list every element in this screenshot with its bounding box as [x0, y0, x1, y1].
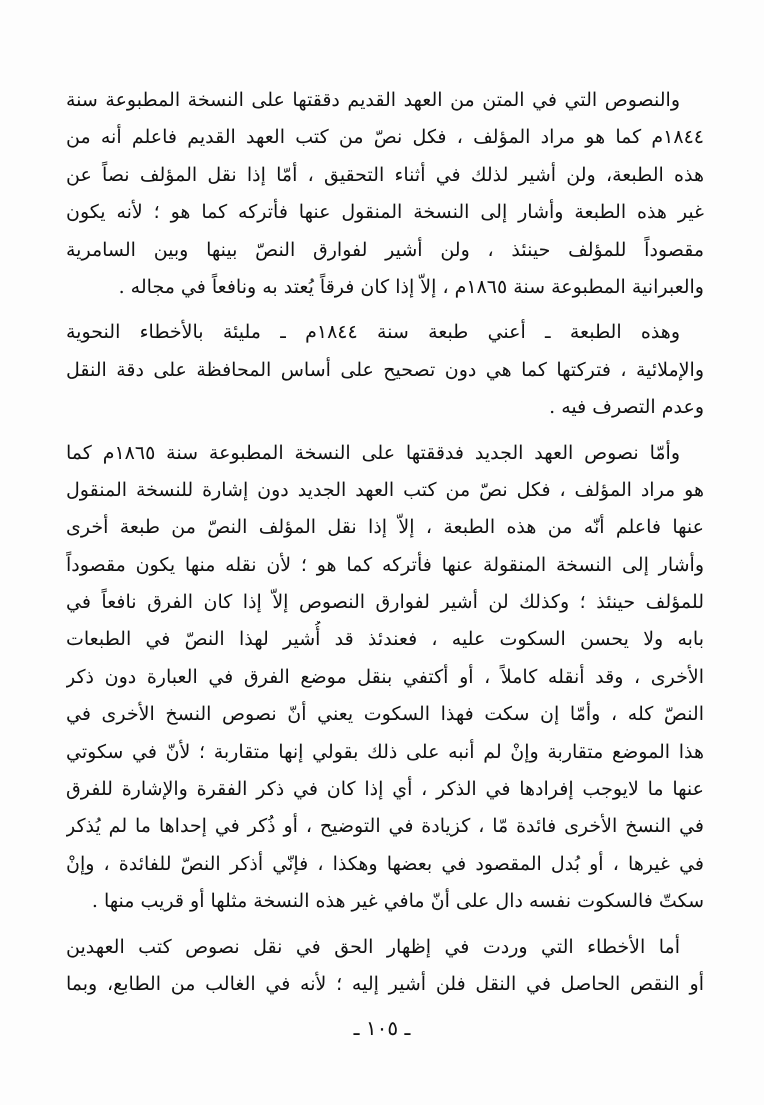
text-line: بابه ولا يحسن السكوت عليه ، فعندئذ قد أُشير لهذا النصّ في الطبعات: [66, 628, 704, 651]
text-line: عنها فاعلم أنّه من هذه الطبعة ، إلاّ إذا نقل المؤلف النصّ من طبعة أخرى: [66, 516, 704, 539]
text-line: النصّ كله ، وأمّا إن سكت فهذا السكوت يعني أنّ نصوص النسخ الأخرى في: [66, 703, 704, 726]
text-line: للمؤلف حينئذ ؛ وكذلك لن أشير لفوارق النصوص إلاّ إذا كان الفرق نافعاً في: [66, 591, 704, 614]
text-line: هذه الطبعة، ولن أشير لذلك في أثناء التحقيق ، أمّا إذا نقل المؤلف نصاً عن: [66, 163, 704, 186]
text-line: أما الأخطاء التي وردت في إظهار الحق في نقل نصوص كتب العهدين: [66, 935, 680, 958]
paragraph: [66, 314, 704, 426]
paragraph: [66, 435, 704, 921]
text-line: وأمّا نصوص العهد الجديد فدققتها على النسخة المطبوعة سنة ١٨٦٥م كما: [66, 441, 680, 464]
text-line: مقصوداً للمؤلف حينئذ ، ولن أشير لفوارق النصّ بينها وبين السامرية: [66, 238, 704, 261]
text-line: والعبرانية المطبوعة سنة ١٨٦٥م ، إلاّ إذا كان فرقاً يُعتد به ونافعاً في مجاله .: [118, 275, 704, 298]
body-text: [66, 82, 704, 1003]
text-line: في غيرها ، أو بُدل المقصود في بعضها وهكذا ، فإنّي أذكر النصّ للفائدة ، وإنْ: [66, 852, 704, 875]
text-line: في النسخ الأخرى فائدة مّا ، كزيادة في التوضيح ، أو ذُكر في إحداها ما لم يُذكر: [66, 815, 704, 838]
page-number: ـ ١٠٥ ـ: [353, 1016, 411, 1040]
text-line: وعدم التصرف فيه .: [549, 396, 704, 419]
text-line: والإملائية ، فتركتها كما هي دون تصحيح على أساس المحافظة على دقة النقل: [66, 358, 704, 381]
text-line: هذا الموضع متقاربة وإنْ لم أنبه على ذلك بقولي إنها متقاربة ؛ لأنّ في سكوتي: [66, 740, 704, 763]
text-line: الأخرى ، وقد أنقله كاملاً ، أو أكتفي بنقل موضع الفرق في العبارة دون ذكر: [66, 665, 704, 688]
text-line: ١٨٤٤م كما هو مراد المؤلف ، فكل نصّ من كتب العهد القديم فاعلم أنه من: [66, 126, 704, 149]
text-line: عنها ما لايوجب إفرادها في الذكر ، أي إذا كان في ذكر الفقرة والإشارة للفرق: [66, 778, 704, 801]
text-line: غير هذه الطبعة وأشار إلى النسخة المنقول عنها فأتركه كما هو ؛ لأنه يكون: [66, 201, 704, 224]
text-line: وأشار إلى النسخة المنقولة عنها فأتركه كما هو ؛ لأن نقله منها يكون مقصوداً: [66, 553, 704, 576]
text-line: أو النقص الحاصل في النقل فلن أشير إليه ؛ لأنه في الغالب من الطابع، وبما: [66, 972, 704, 995]
text-line: سكتّ فالسكوت نفسه دال على أنّ مافي غير هذه النسخة مثلها أو قريب منها .: [91, 890, 704, 913]
text-line: والنصوص التي في المتن من العهد القديم دققتها على النسخة المطبوعة سنة: [66, 89, 680, 111]
paragraph: [66, 929, 704, 1004]
text-line: وهذه الطبعة ـ أعني طبعة سنة ١٨٤٤م ـ مليئة بالأخطاء النحوية: [66, 321, 680, 344]
paragraph-gap: [66, 427, 704, 435]
text-line: هو مراد المؤلف ، فكل نصّ من كتب العهد الجديد دون إشارة للنسخة المنقول: [66, 478, 704, 501]
paragraph-gap: [66, 921, 704, 929]
paragraph-gap: [66, 306, 704, 314]
paragraph: [66, 82, 704, 306]
